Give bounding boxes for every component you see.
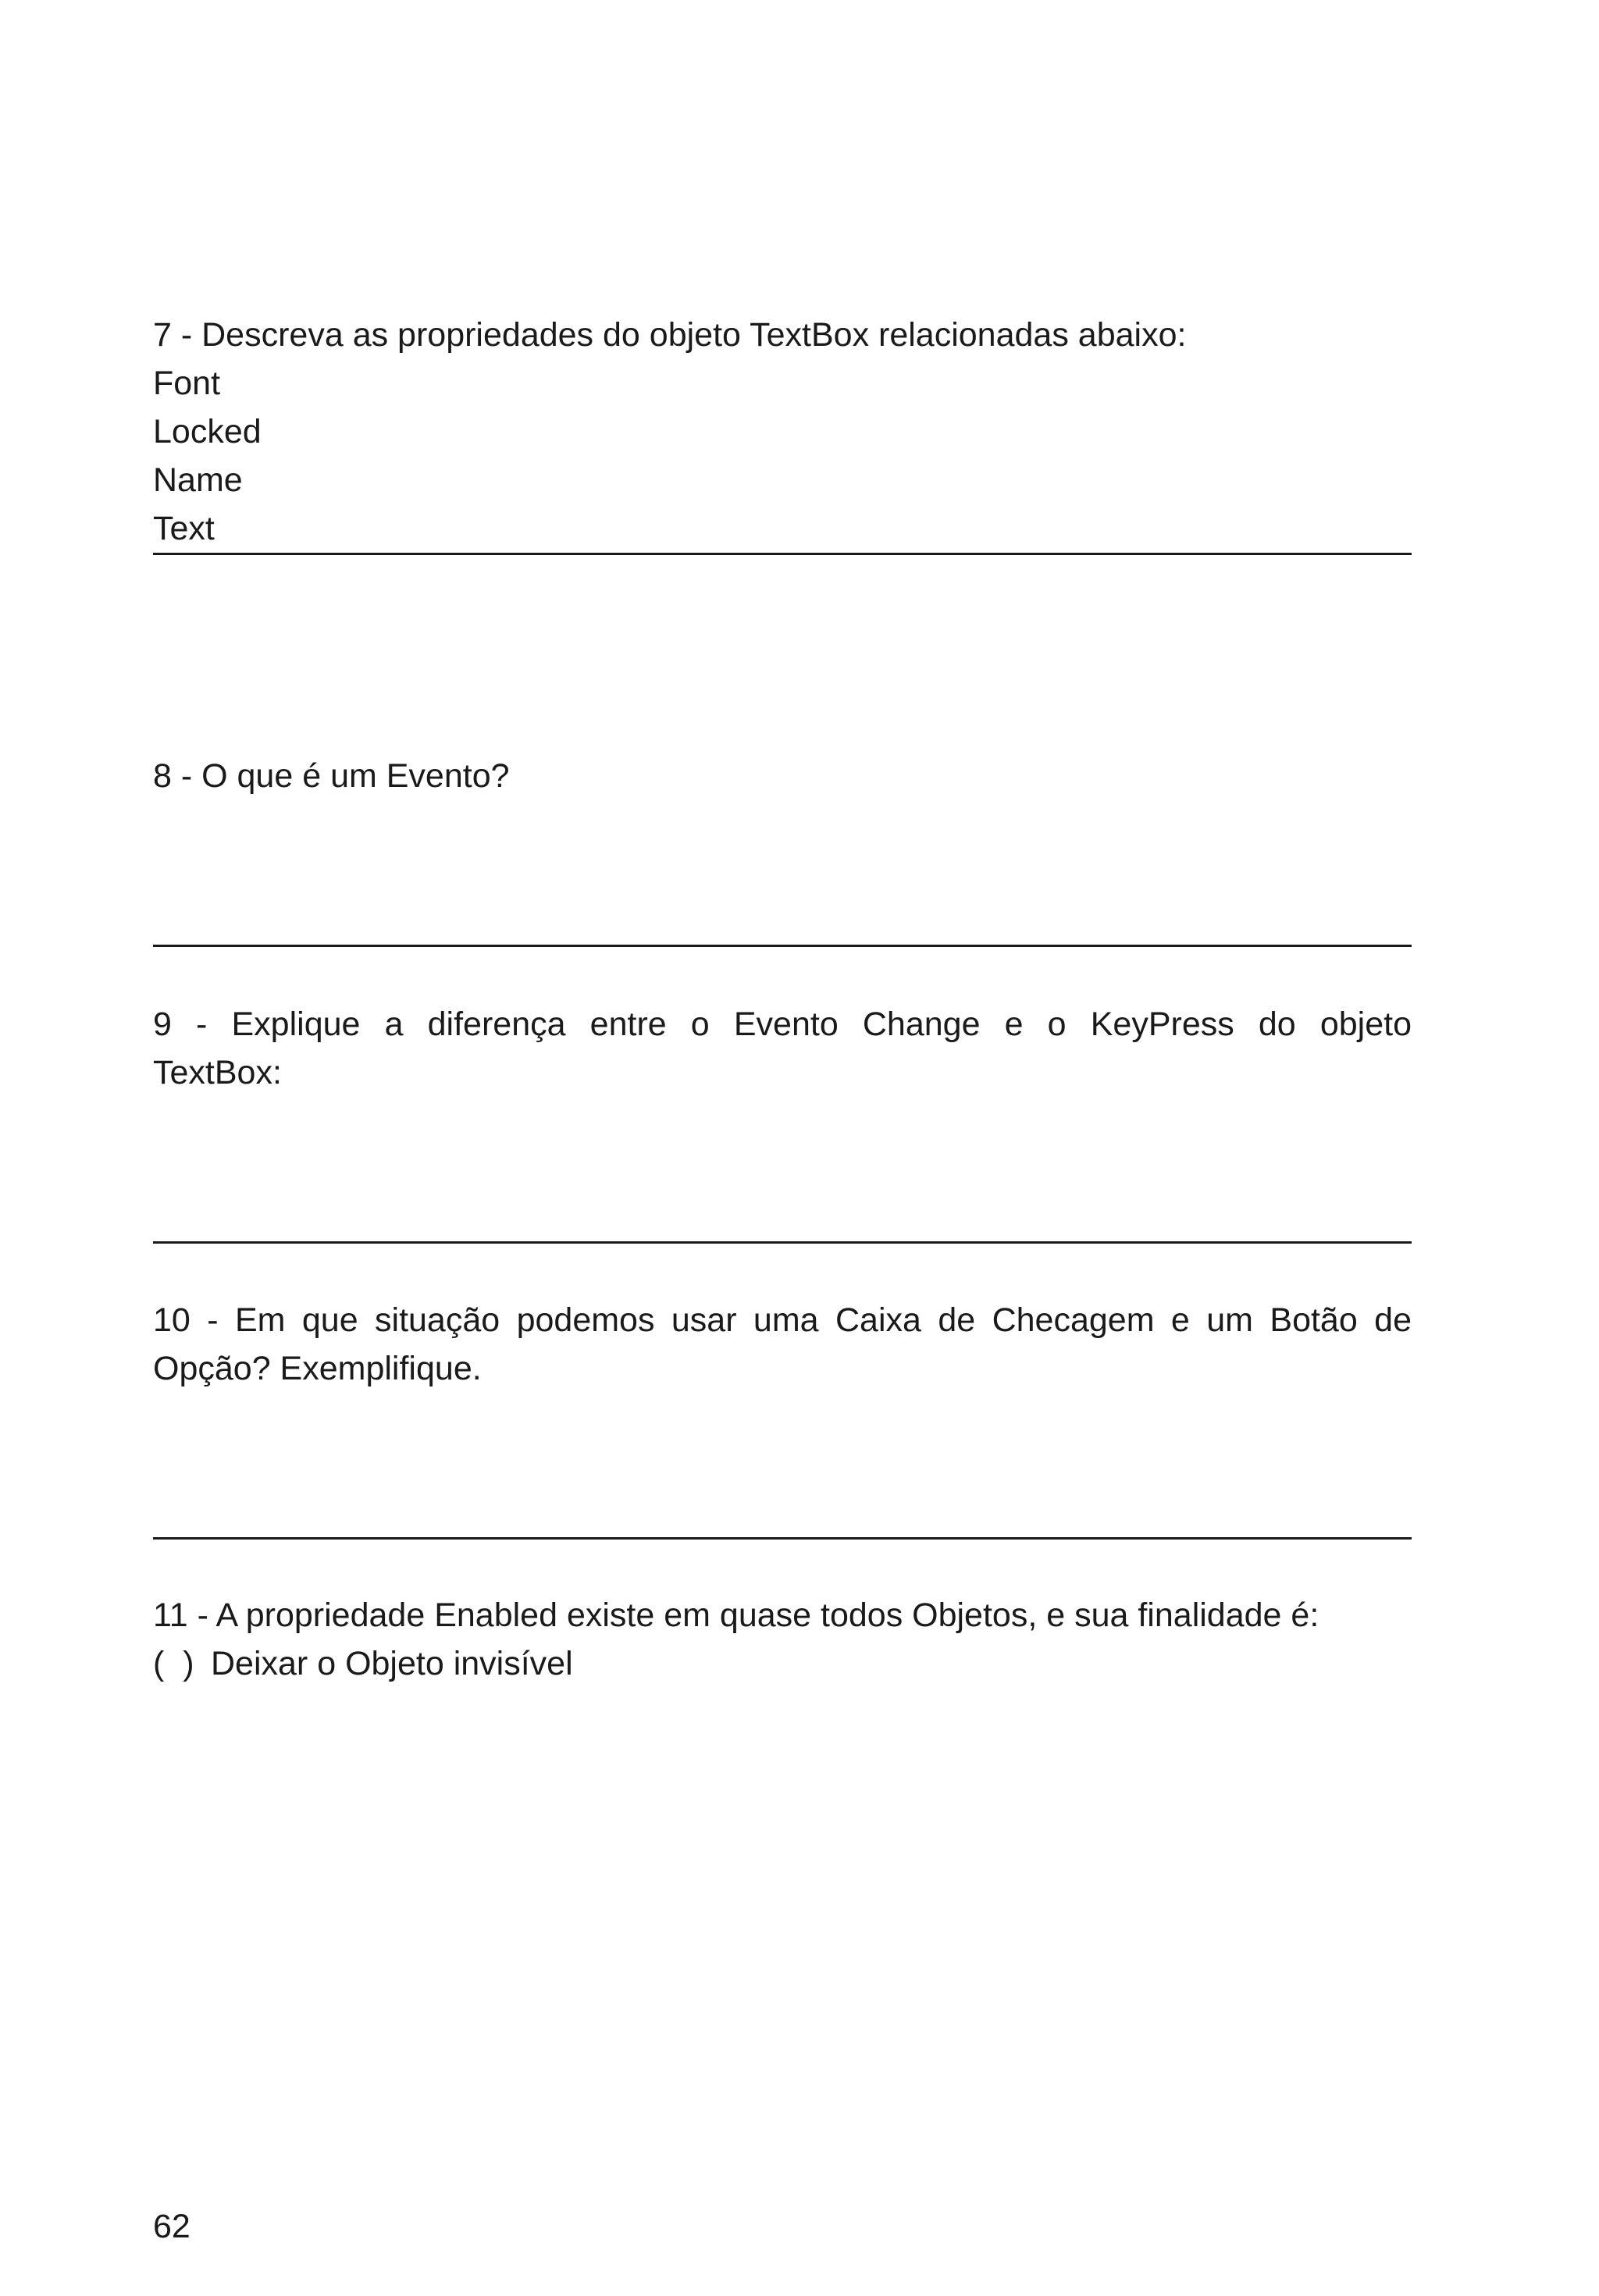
question-8-prompt: 8 - O que é um Evento? xyxy=(153,757,510,795)
option-1-text: Deixar o Objeto invisível xyxy=(211,1645,573,1682)
answer-line-q7 xyxy=(153,553,1412,555)
answer-line-q9 xyxy=(153,1241,1412,1244)
question-11-prompt: 11 - A propriedade Enabled existe em quase todos Objetos, e sua finalidade é: xyxy=(153,1597,1319,1634)
question-10-prompt-line-2: Opção? Exemplifique. xyxy=(153,1350,482,1387)
option-checkbox[interactable]: ( ) xyxy=(153,1645,194,1682)
question-9 xyxy=(153,1000,1412,1097)
question-10 xyxy=(153,1296,1412,1393)
question-9-prompt-line-1: 9 - Explique a diferença entre o Evento Change e o KeyPress do objeto xyxy=(153,1006,1412,1043)
question-8 xyxy=(153,752,1412,800)
answer-line-q8 xyxy=(153,945,1412,947)
property-item-text: Text xyxy=(153,510,215,547)
question-9-prompt-line-2: TextBox: xyxy=(153,1054,282,1091)
question-11 xyxy=(153,1591,1412,1688)
answer-line-q10 xyxy=(153,1537,1412,1540)
question-11-option-1 xyxy=(153,1639,1412,1688)
question-10-prompt-line-1: 10 - Em que situação podemos usar uma Caixa de Checagem e um Botão de xyxy=(153,1301,1412,1339)
property-item-locked: Locked xyxy=(153,413,262,450)
question-7 xyxy=(153,311,1412,553)
property-item-font: Font xyxy=(153,365,221,402)
question-7-prompt: 7 - Descreva as propriedades do objeto TextBox relacionadas abaixo: xyxy=(153,316,1187,354)
property-item-name: Name xyxy=(153,461,243,499)
page-number: 62 xyxy=(153,2208,191,2245)
